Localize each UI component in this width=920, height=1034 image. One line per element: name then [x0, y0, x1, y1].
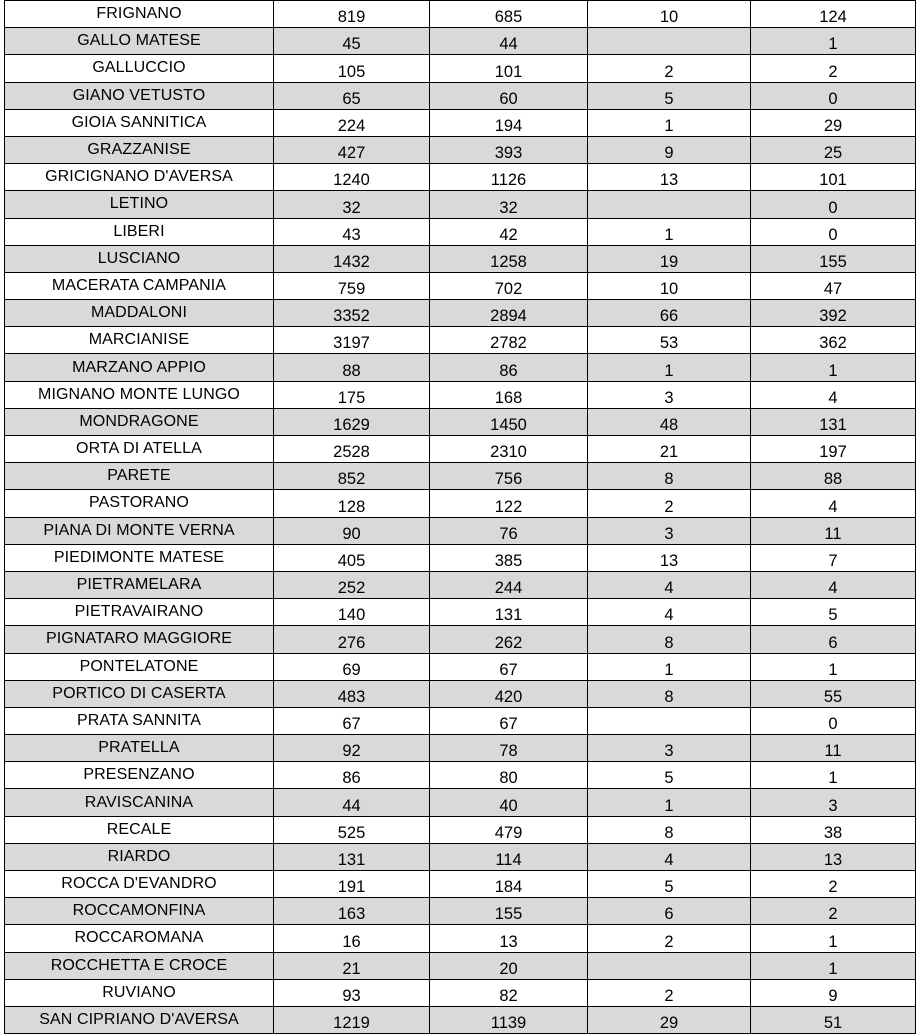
municipality-name-cell: MARCIANISE — [5, 327, 274, 354]
municipality-name-cell: RIARDO — [5, 843, 274, 870]
value-cell-col4 — [588, 952, 751, 979]
value-cell-col5: 5 — [751, 599, 916, 626]
value-cell-col4: 66 — [588, 300, 751, 327]
table-row — [5, 218, 916, 245]
value-cell-col2: 67 — [274, 707, 430, 734]
table-row — [5, 898, 916, 925]
value-cell-col4: 21 — [588, 436, 751, 463]
value-cell-col3: 194 — [430, 109, 588, 136]
value-cell-col3: 420 — [430, 680, 588, 707]
value-cell-col4: 29 — [588, 1006, 751, 1033]
value-cell-col3: 385 — [430, 544, 588, 571]
value-cell-col3: 685 — [430, 1, 588, 28]
value-cell-col3: 184 — [430, 871, 588, 898]
value-cell-col2: 427 — [274, 136, 430, 163]
value-cell-col3: 244 — [430, 571, 588, 598]
value-cell-col2: 88 — [274, 354, 430, 381]
value-cell-col4: 8 — [588, 626, 751, 653]
table-row — [5, 300, 916, 327]
value-cell-col2: 86 — [274, 762, 430, 789]
value-cell-col3: 1258 — [430, 245, 588, 272]
table-row — [5, 571, 916, 598]
value-cell-col3: 2310 — [430, 436, 588, 463]
municipality-name-cell: RECALE — [5, 816, 274, 843]
municipality-name-cell: PIETRAMELARA — [5, 571, 274, 598]
value-cell-col5: 0 — [751, 191, 916, 218]
municipality-name-cell: ROCCA D'EVANDRO — [5, 871, 274, 898]
value-cell-col5: 2 — [751, 871, 916, 898]
value-cell-col4: 2 — [588, 490, 751, 517]
value-cell-col2: 2528 — [274, 436, 430, 463]
table-row — [5, 272, 916, 299]
value-cell-col4 — [588, 707, 751, 734]
municipality-name-cell: PIANA DI MONTE VERNA — [5, 517, 274, 544]
value-cell-col4: 48 — [588, 408, 751, 435]
value-cell-col4: 13 — [588, 164, 751, 191]
value-cell-col3: 40 — [430, 789, 588, 816]
value-cell-col5: 88 — [751, 463, 916, 490]
table-row — [5, 599, 916, 626]
table-row — [5, 843, 916, 870]
municipality-name-cell: ORTA DI ATELLA — [5, 436, 274, 463]
value-cell-col4: 9 — [588, 136, 751, 163]
table-row — [5, 490, 916, 517]
value-cell-col2: 1240 — [274, 164, 430, 191]
value-cell-col3: 155 — [430, 898, 588, 925]
value-cell-col5: 29 — [751, 109, 916, 136]
municipality-name-cell: RUVIANO — [5, 979, 274, 1006]
value-cell-col5: 25 — [751, 136, 916, 163]
value-cell-col3: 42 — [430, 218, 588, 245]
table-row — [5, 191, 916, 218]
value-cell-col3: 80 — [430, 762, 588, 789]
value-cell-col2: 191 — [274, 871, 430, 898]
value-cell-col2: 16 — [274, 925, 430, 952]
value-cell-col2: 92 — [274, 735, 430, 762]
value-cell-col4: 1 — [588, 354, 751, 381]
value-cell-col2: 483 — [274, 680, 430, 707]
value-cell-col3: 86 — [430, 354, 588, 381]
table-row — [5, 979, 916, 1006]
value-cell-col4: 6 — [588, 898, 751, 925]
municipality-name-cell: PIGNATARO MAGGIORE — [5, 626, 274, 653]
value-cell-col4: 10 — [588, 1, 751, 28]
value-cell-col3: 44 — [430, 28, 588, 55]
value-cell-col3: 168 — [430, 381, 588, 408]
municipality-name-cell: PRESENZANO — [5, 762, 274, 789]
table-row — [5, 436, 916, 463]
value-cell-col4: 1 — [588, 789, 751, 816]
value-cell-col5: 3 — [751, 789, 916, 816]
value-cell-col3: 82 — [430, 979, 588, 1006]
municipality-name-cell: GALLUCCIO — [5, 55, 274, 82]
value-cell-col5: 51 — [751, 1006, 916, 1033]
value-cell-col3: 101 — [430, 55, 588, 82]
table-row — [5, 381, 916, 408]
municipality-name-cell: RAVISCANINA — [5, 789, 274, 816]
value-cell-col5: 2 — [751, 898, 916, 925]
value-cell-col5: 6 — [751, 626, 916, 653]
value-cell-col2: 759 — [274, 272, 430, 299]
table-row — [5, 925, 916, 952]
value-cell-col5: 131 — [751, 408, 916, 435]
value-cell-col3: 13 — [430, 925, 588, 952]
municipality-name-cell: ROCCHETTA E CROCE — [5, 952, 274, 979]
table-row — [5, 544, 916, 571]
value-cell-col5: 47 — [751, 272, 916, 299]
municipality-name-cell: PASTORANO — [5, 490, 274, 517]
municipality-name-cell: PIETRAVAIRANO — [5, 599, 274, 626]
value-cell-col2: 43 — [274, 218, 430, 245]
table-row — [5, 408, 916, 435]
value-cell-col4: 1 — [588, 218, 751, 245]
value-cell-col4: 4 — [588, 843, 751, 870]
value-cell-col4: 3 — [588, 517, 751, 544]
table-row — [5, 789, 916, 816]
municipality-name-cell: PIEDIMONTE MATESE — [5, 544, 274, 571]
value-cell-col2: 21 — [274, 952, 430, 979]
municipality-name-cell: FRIGNANO — [5, 1, 274, 28]
municipality-name-cell: PRATA SANNITA — [5, 707, 274, 734]
value-cell-col3: 78 — [430, 735, 588, 762]
value-cell-col2: 1629 — [274, 408, 430, 435]
municipality-name-cell: PORTICO DI CASERTA — [5, 680, 274, 707]
value-cell-col4: 1 — [588, 653, 751, 680]
value-cell-col3: 2782 — [430, 327, 588, 354]
table-row — [5, 354, 916, 381]
value-cell-col3: 393 — [430, 136, 588, 163]
value-cell-col5: 101 — [751, 164, 916, 191]
value-cell-col2: 175 — [274, 381, 430, 408]
value-cell-col5: 124 — [751, 1, 916, 28]
value-cell-col2: 852 — [274, 463, 430, 490]
value-cell-col3: 756 — [430, 463, 588, 490]
value-cell-col5: 0 — [751, 82, 916, 109]
table-row — [5, 816, 916, 843]
value-cell-col2: 3352 — [274, 300, 430, 327]
value-cell-col4: 8 — [588, 816, 751, 843]
table-row — [5, 1006, 916, 1033]
municipality-name-cell: MACERATA CAMPANIA — [5, 272, 274, 299]
municipality-name-cell: GRICIGNANO D'AVERSA — [5, 164, 274, 191]
value-cell-col4: 3 — [588, 381, 751, 408]
value-cell-col3: 702 — [430, 272, 588, 299]
value-cell-col2: 276 — [274, 626, 430, 653]
value-cell-col4: 2 — [588, 55, 751, 82]
value-cell-col3: 76 — [430, 517, 588, 544]
value-cell-col2: 69 — [274, 653, 430, 680]
value-cell-col2: 1219 — [274, 1006, 430, 1033]
value-cell-col3: 1126 — [430, 164, 588, 191]
value-cell-col4 — [588, 191, 751, 218]
municipality-name-cell: GIANO VETUSTO — [5, 82, 274, 109]
value-cell-col3: 67 — [430, 653, 588, 680]
value-cell-col4: 10 — [588, 272, 751, 299]
municipality-name-cell: LUSCIANO — [5, 245, 274, 272]
value-cell-col4: 5 — [588, 82, 751, 109]
municipality-data-table — [4, 0, 916, 1034]
value-cell-col5: 7 — [751, 544, 916, 571]
value-cell-col4: 2 — [588, 979, 751, 1006]
table-row — [5, 245, 916, 272]
municipality-name-cell: PRATELLA — [5, 735, 274, 762]
table-row — [5, 55, 916, 82]
value-cell-col5: 38 — [751, 816, 916, 843]
value-cell-col5: 197 — [751, 436, 916, 463]
table-row — [5, 680, 916, 707]
value-cell-col3: 32 — [430, 191, 588, 218]
value-cell-col2: 44 — [274, 789, 430, 816]
table-row — [5, 463, 916, 490]
municipality-name-cell: GIOIA SANNITICA — [5, 109, 274, 136]
value-cell-col2: 224 — [274, 109, 430, 136]
value-cell-col5: 11 — [751, 735, 916, 762]
value-cell-col5: 1 — [751, 653, 916, 680]
value-cell-col3: 479 — [430, 816, 588, 843]
value-cell-col3: 2894 — [430, 300, 588, 327]
municipality-name-cell: ROCCAMONFINA — [5, 898, 274, 925]
value-cell-col4: 5 — [588, 871, 751, 898]
value-cell-col5: 2 — [751, 55, 916, 82]
value-cell-col4 — [588, 28, 751, 55]
municipality-name-cell: GALLO MATESE — [5, 28, 274, 55]
value-cell-col5: 4 — [751, 381, 916, 408]
table-row — [5, 164, 916, 191]
value-cell-col5: 1 — [751, 28, 916, 55]
value-cell-col3: 1450 — [430, 408, 588, 435]
value-cell-col3: 262 — [430, 626, 588, 653]
value-cell-col5: 55 — [751, 680, 916, 707]
value-cell-col5: 155 — [751, 245, 916, 272]
value-cell-col5: 1 — [751, 925, 916, 952]
value-cell-col2: 140 — [274, 599, 430, 626]
municipality-name-cell: SAN CIPRIANO D'AVERSA — [5, 1006, 274, 1033]
value-cell-col4: 5 — [588, 762, 751, 789]
value-cell-col2: 32 — [274, 191, 430, 218]
municipality-name-cell: PARETE — [5, 463, 274, 490]
value-cell-col2: 3197 — [274, 327, 430, 354]
value-cell-col4: 53 — [588, 327, 751, 354]
value-cell-col4: 13 — [588, 544, 751, 571]
municipality-name-cell: LETINO — [5, 191, 274, 218]
table-row — [5, 707, 916, 734]
value-cell-col2: 105 — [274, 55, 430, 82]
value-cell-col3: 114 — [430, 843, 588, 870]
value-cell-col2: 252 — [274, 571, 430, 598]
municipality-name-cell: MARZANO APPIO — [5, 354, 274, 381]
value-cell-col4: 8 — [588, 680, 751, 707]
value-cell-col2: 405 — [274, 544, 430, 571]
municipality-name-cell: LIBERI — [5, 218, 274, 245]
value-cell-col2: 45 — [274, 28, 430, 55]
table-row — [5, 109, 916, 136]
value-cell-col4: 4 — [588, 571, 751, 598]
value-cell-col3: 60 — [430, 82, 588, 109]
table-body — [5, 1, 916, 1034]
value-cell-col3: 131 — [430, 599, 588, 626]
value-cell-col5: 1 — [751, 952, 916, 979]
value-cell-col4: 3 — [588, 735, 751, 762]
value-cell-col4: 4 — [588, 599, 751, 626]
value-cell-col5: 362 — [751, 327, 916, 354]
municipality-name-cell: MIGNANO MONTE LUNGO — [5, 381, 274, 408]
table-row — [5, 82, 916, 109]
value-cell-col5: 392 — [751, 300, 916, 327]
value-cell-col5: 4 — [751, 490, 916, 517]
table-row — [5, 626, 916, 653]
value-cell-col5: 9 — [751, 979, 916, 1006]
table-row — [5, 136, 916, 163]
value-cell-col2: 65 — [274, 82, 430, 109]
value-cell-col3: 20 — [430, 952, 588, 979]
table-row — [5, 653, 916, 680]
value-cell-col2: 90 — [274, 517, 430, 544]
municipality-name-cell: GRAZZANISE — [5, 136, 274, 163]
value-cell-col3: 1139 — [430, 1006, 588, 1033]
value-cell-col3: 67 — [430, 707, 588, 734]
table-row — [5, 871, 916, 898]
value-cell-col3: 122 — [430, 490, 588, 517]
value-cell-col4: 2 — [588, 925, 751, 952]
municipality-name-cell: ROCCAROMANA — [5, 925, 274, 952]
value-cell-col2: 131 — [274, 843, 430, 870]
table-row — [5, 762, 916, 789]
table-row — [5, 28, 916, 55]
value-cell-col5: 0 — [751, 218, 916, 245]
municipality-name-cell: MADDALONI — [5, 300, 274, 327]
value-cell-col5: 1 — [751, 354, 916, 381]
table-row — [5, 952, 916, 979]
value-cell-col2: 163 — [274, 898, 430, 925]
value-cell-col5: 4 — [751, 571, 916, 598]
table-row — [5, 327, 916, 354]
value-cell-col4: 8 — [588, 463, 751, 490]
table-row — [5, 735, 916, 762]
municipality-name-cell: PONTELATONE — [5, 653, 274, 680]
municipality-name-cell: MONDRAGONE — [5, 408, 274, 435]
table-row — [5, 517, 916, 544]
value-cell-col5: 13 — [751, 843, 916, 870]
value-cell-col2: 128 — [274, 490, 430, 517]
value-cell-col4: 1 — [588, 109, 751, 136]
value-cell-col4: 19 — [588, 245, 751, 272]
value-cell-col2: 1432 — [274, 245, 430, 272]
value-cell-col2: 525 — [274, 816, 430, 843]
value-cell-col5: 11 — [751, 517, 916, 544]
value-cell-col5: 1 — [751, 762, 916, 789]
table-row — [5, 1, 916, 28]
value-cell-col5: 0 — [751, 707, 916, 734]
value-cell-col2: 93 — [274, 979, 430, 1006]
value-cell-col2: 819 — [274, 1, 430, 28]
